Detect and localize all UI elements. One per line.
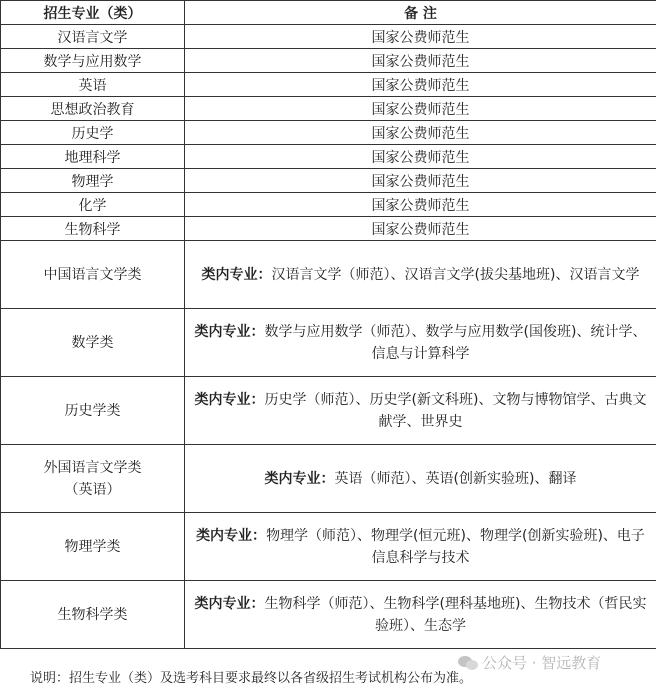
- category-cell: [1, 377, 185, 445]
- table-row: [1, 169, 656, 193]
- watermark: [458, 652, 601, 673]
- major-cell: 思想政治教育: [1, 97, 185, 121]
- note-cell: 国家公费师范生: [185, 25, 656, 49]
- category-name: 生物科学类: [57, 606, 128, 623]
- table-row: [1, 121, 656, 145]
- table-row: [1, 193, 656, 217]
- table-row: [1, 25, 656, 49]
- wechat-icon: [458, 654, 478, 671]
- table-row: [1, 145, 656, 169]
- detail-majors: 生物科学（师范）、生物科学(理科基地班)、生物技术（哲民实验班）、生态学: [264, 595, 647, 634]
- detail-label: 类内专业：: [201, 266, 272, 283]
- category-name: 历史学类: [64, 402, 121, 419]
- footnote: 说明：招生专业（类）及选考科目要求最终以各省级招生考试机构公布为准。: [30, 671, 473, 686]
- category-name: 物理学类: [64, 538, 121, 555]
- detail-majors: 汉语言文学（师范）、汉语言文学(拔尖基地班)、汉语言文学: [271, 266, 640, 283]
- table-row: [1, 513, 656, 581]
- note-cell: 国家公费师范生: [185, 73, 656, 97]
- major-cell: 生物科学: [1, 217, 185, 241]
- header-note: 备 注: [185, 1, 656, 25]
- table-row: [1, 97, 656, 121]
- note-cell: 国家公费师范生: [185, 97, 656, 121]
- detail-cell: [185, 309, 656, 377]
- detail-label: 类内专业：: [194, 391, 265, 408]
- detail-label: 类内专业：: [194, 323, 265, 340]
- table-header-row: [1, 1, 656, 25]
- detail-majors: 数学与应用数学（师范）、数学与应用数学(国俊班)、统计学、信息与计算科学: [264, 323, 647, 362]
- note-cell: 国家公费师范生: [185, 217, 656, 241]
- table-row: [1, 445, 656, 513]
- category-name: 中国语言文学类: [43, 266, 142, 283]
- detail-label: 类内专业：: [194, 595, 265, 612]
- major-cell: 历史学: [1, 121, 185, 145]
- watermark-text: 公众号 · 智远教育: [482, 654, 602, 672]
- table-row: [1, 581, 656, 649]
- category-name: 数学类: [71, 334, 114, 351]
- detail-label: 类内专业：: [264, 470, 335, 487]
- category-name: 外国语言文学类: [43, 459, 142, 476]
- note-cell: 国家公费师范生: [185, 169, 656, 193]
- major-cell: 物理学: [1, 169, 185, 193]
- detail-majors: 英语（师范）、英语(创新实验班)、翻译: [334, 470, 577, 487]
- header-major: 招生专业（类）: [1, 1, 185, 25]
- detail-cell: [185, 513, 656, 581]
- category-cell: [1, 581, 185, 649]
- category-cell: [1, 309, 185, 377]
- detail-label: 类内专业：: [196, 527, 267, 544]
- note-cell: 国家公费师范生: [185, 193, 656, 217]
- detail-majors: 历史学（师范）、历史学(新文科班)、文物与博物馆学、古典文献学、世界史: [264, 391, 647, 430]
- detail-majors: 物理学（师范）、物理学(恒元班)、物理学(创新实验班)、电子信息科学与技术: [266, 527, 645, 566]
- major-cell: 数学与应用数学: [1, 49, 185, 73]
- note-cell: 国家公费师范生: [185, 145, 656, 169]
- major-cell: 汉语言文学: [1, 25, 185, 49]
- note-cell: 国家公费师范生: [185, 121, 656, 145]
- category-cell: [1, 241, 185, 309]
- major-cell: 地理科学: [1, 145, 185, 169]
- table-row: [1, 49, 656, 73]
- table-row: [1, 73, 656, 97]
- major-cell: 化学: [1, 193, 185, 217]
- detail-cell: [185, 377, 656, 445]
- category-cell: [1, 513, 185, 581]
- category-cell: [1, 445, 185, 513]
- detail-cell: [185, 241, 656, 309]
- table-row: [1, 309, 656, 377]
- category-subname: （英语）: [64, 481, 121, 498]
- detail-cell: [185, 445, 656, 513]
- major-cell: 英语: [1, 73, 185, 97]
- detail-cell: [185, 581, 656, 649]
- note-cell: 国家公费师范生: [185, 49, 656, 73]
- table-row: [1, 377, 656, 445]
- table-row: [1, 217, 656, 241]
- table-row: [1, 241, 656, 309]
